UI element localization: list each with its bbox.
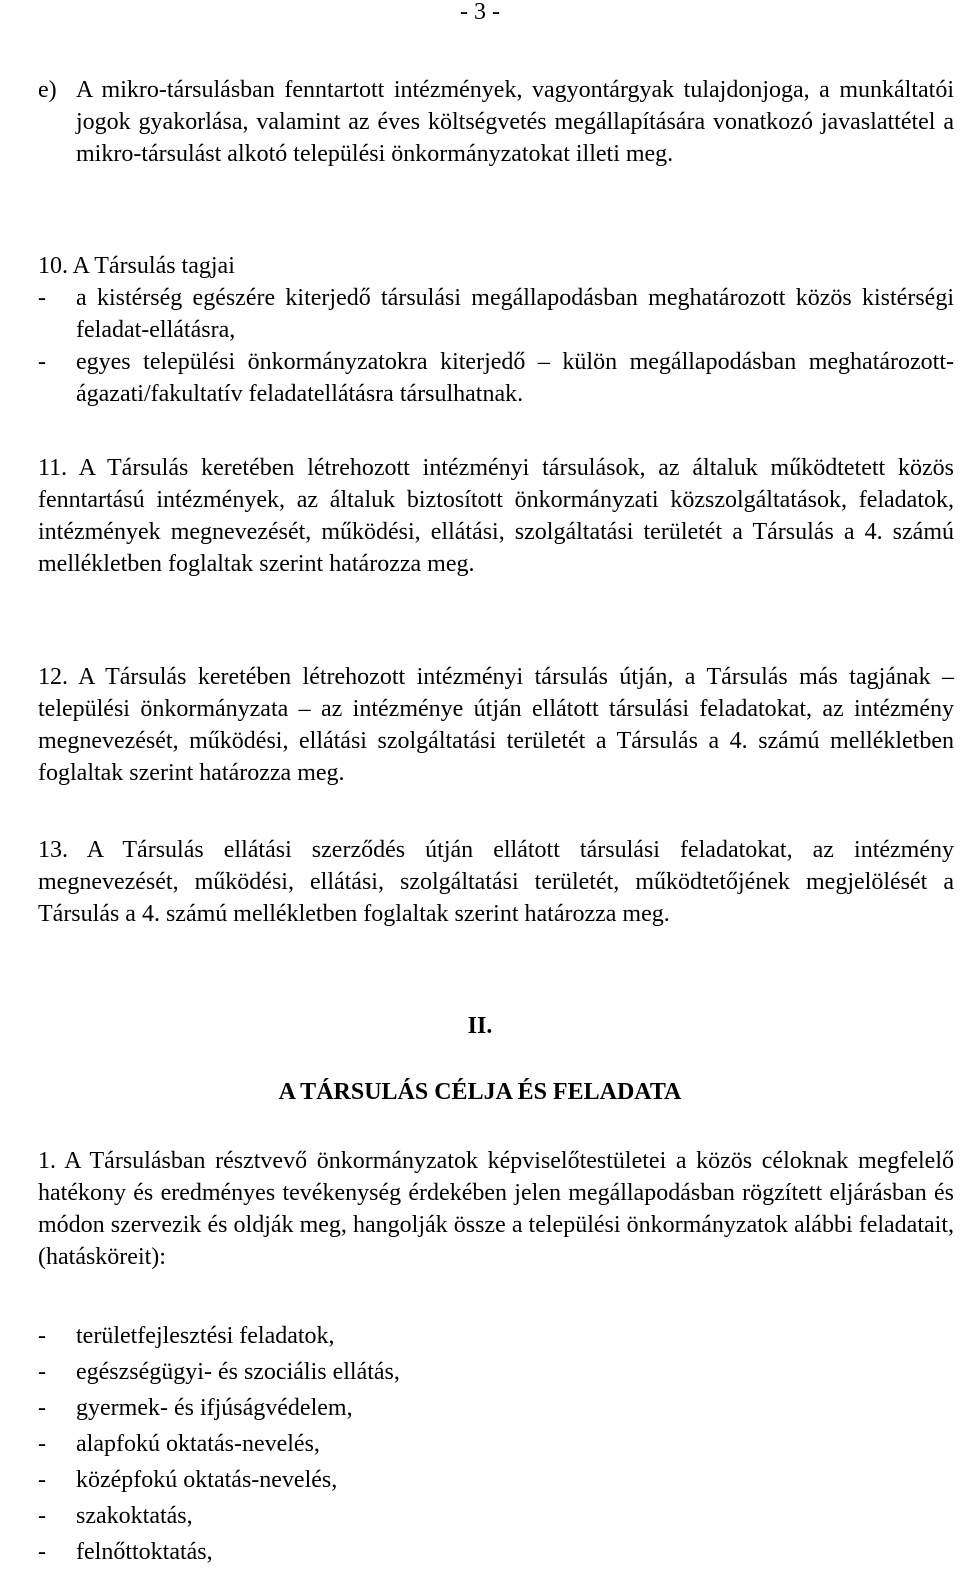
dash-marker: -	[38, 349, 46, 375]
item-e-text: A mikro-társulásban fenntartott intézmények, vagyontárgyak tulajdonjoga, a munkáltatói jogok gyakorlása, valamint az éves költségvetés megállapítására vonatkozó javaslattétel a mikro-társulást alkotó települési önkormányzatokat illeti meg.	[76, 77, 954, 167]
list-item-text: középfokú oktatás-nevelés,	[76, 1467, 338, 1493]
list-item	[38, 1320, 938, 1356]
list-item	[38, 1392, 938, 1428]
list-item-text: egészségügyi- és szociális ellátás,	[76, 1359, 400, 1385]
paragraph-10	[38, 250, 954, 410]
dash-marker: -	[38, 285, 46, 311]
paragraph-s2-1: 1. A Társulásban résztvevő önkormányzatok képviselőtestületei a közös céloknak megfelelő hatékony és eredményes tevékenység érdekében jelen megállapodásban rögzített eljárásban és módon szervezik és oldják meg, hangolják össze a települési önkormányzatok alábbi feladatait, (hatásköreit):	[38, 1148, 954, 1270]
paragraph-13: 13. A Társulás ellátási szerződés útján ellátott társulási feladatokat, az intézmény megnevezését, működési, ellátási, szolgáltatási területét, működtetőjének megjelölését a Társulás a 4. számú mellékletben foglaltak szerint határozza meg.	[38, 837, 954, 927]
dash-marker: -	[38, 1359, 46, 1385]
list-item-text: alapfokú oktatás-nevelés,	[76, 1431, 320, 1457]
list-item	[38, 1356, 938, 1392]
list-item	[38, 1464, 938, 1500]
list-item-text: gyermek- és ifjúságvédelem,	[76, 1395, 353, 1421]
list-item-text: szakoktatás,	[76, 1503, 193, 1529]
paragraph-12: 12. A Társulás keretében létrehozott intézményi társulás útján, a Társulás más tagjának – települési önkormányzata – az intézménye útján ellátott társulási feladatokat, az intézmény megnevezését, működési, ellátási szolgáltatási területét a Társulás a 4. számú mellékletben foglaltak szerint határozza meg.	[38, 664, 954, 786]
task-list	[38, 1320, 938, 1572]
item-e	[38, 74, 954, 170]
paragraph-11: 11. A Társulás keretében létrehozott intézményi társulások, az általuk működtetett közös fenntartású intézmények, az általuk biztosított önkormányzati közszolgáltatások, feladatok, intézmények megnevezését, működési, ellátási, szolgáltatási területét a Társulás a 4. számú mellékletben foglaltak szerint határozza meg.	[38, 455, 954, 577]
item-e-marker: e)	[38, 77, 57, 103]
dash-marker: -	[38, 1395, 46, 1421]
section-title: A TÁRSULÁS CÉLJA ÉS FELADATA	[278, 1079, 682, 1105]
page-number: - 3 -	[460, 0, 500, 25]
paragraph-10-item	[38, 346, 954, 410]
list-item	[38, 1536, 938, 1572]
list-item	[38, 1500, 938, 1536]
dash-marker: -	[38, 1539, 46, 1565]
list-item	[38, 1428, 938, 1464]
dash-marker: -	[38, 1467, 46, 1493]
section-number: II.	[467, 1013, 493, 1039]
dash-marker: -	[38, 1323, 46, 1349]
dash-marker: -	[38, 1503, 46, 1529]
paragraph-10-item-text: a kistérség egészére kiterjedő társulási megállapodásban meghatározott közös kistérségi feladat-ellátásra,	[76, 285, 954, 343]
paragraph-10-item-text: egyes települési önkormányzatokra kiterjedő – külön megállapodásban meghatározott- ágazati/fakultatív feladatellátásra társulhatnak.	[76, 349, 954, 407]
dash-marker: -	[38, 1431, 46, 1457]
paragraph-10-heading: 10. A Társulás tagjai	[38, 253, 235, 279]
list-item-text: területfejlesztési feladatok,	[76, 1323, 335, 1349]
list-item-text: felnőttoktatás,	[76, 1539, 213, 1565]
paragraph-10-item	[38, 282, 954, 346]
